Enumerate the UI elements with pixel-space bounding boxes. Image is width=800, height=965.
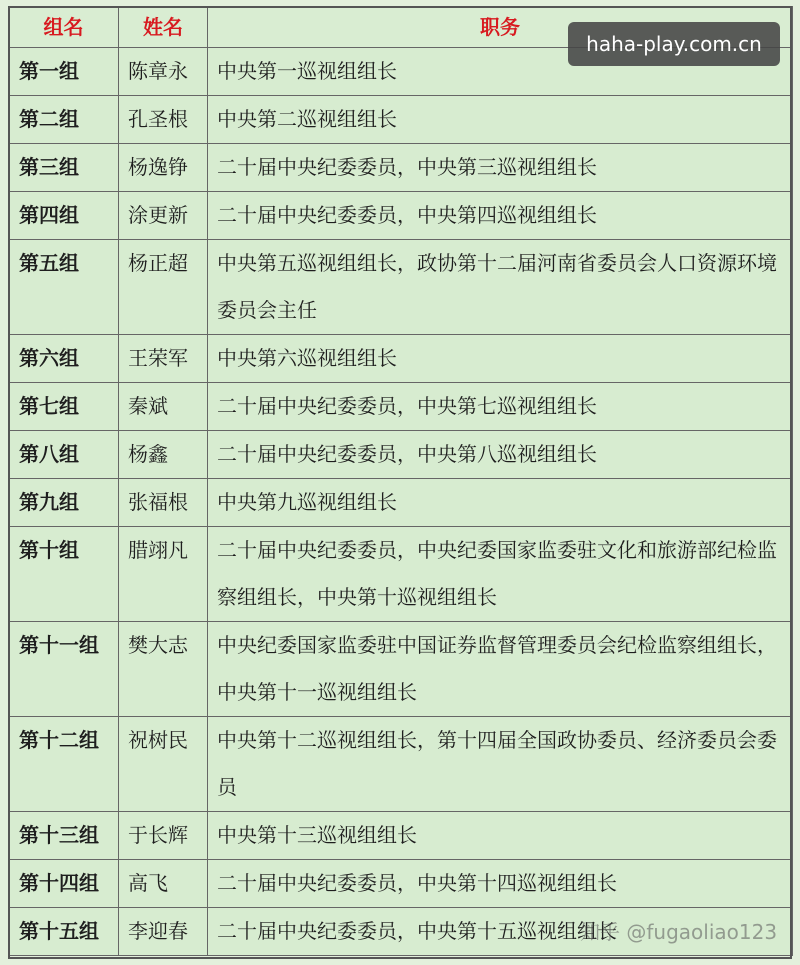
group-cell: 第二组: [9, 96, 119, 144]
name-cell: 腊翊凡: [119, 527, 208, 622]
name-cell: 杨正超: [119, 240, 208, 335]
duty-cell: 中央第十三巡视组组长: [208, 812, 793, 860]
name-cell: 涂更新: [119, 192, 208, 240]
duty-cell: 中央第五巡视组组长，政协第十二届河南省委员会人口资源环境委员会主任: [208, 240, 793, 335]
group-cell: 第一组: [9, 48, 119, 96]
group-cell: 第十一组: [9, 622, 119, 717]
group-cell: 第三组: [9, 144, 119, 192]
duty-cell: 中央第十二巡视组组长，第十四届全国政协委员、经济委员会委员: [208, 717, 793, 812]
name-cell: 陈章永: [119, 48, 208, 96]
duty-cell: 中央第六巡视组组长: [208, 335, 793, 383]
group-cell: 第十二组: [9, 717, 119, 812]
duty-cell: 中央纪委国家监委驻中国证券监督管理委员会纪检监察组组长，中央第十一巡视组组长: [208, 622, 793, 717]
duty-cell: 二十届中央纪委委员，中央第四巡视组组长: [208, 192, 793, 240]
group-cell: 第五组: [9, 240, 119, 335]
duty-cell: 二十届中央纪委委员，中央第八巡视组组长: [208, 431, 793, 479]
site-watermark: haha-play.com.cn: [568, 22, 780, 66]
duty-cell: 二十届中央纪委委员，中央第七巡视组组长: [208, 383, 793, 431]
group-cell: 第十三组: [9, 812, 119, 860]
duty-cell: 二十届中央纪委委员，中央第十四巡视组组长: [208, 860, 793, 908]
name-cell: 张福根: [119, 479, 208, 527]
group-cell: 第六组: [9, 335, 119, 383]
duty-cell: 二十届中央纪委委员，中央第十五巡视组组长: [208, 908, 793, 956]
duty-cell: 中央第二巡视组组长: [208, 96, 793, 144]
name-cell: 王荣军: [119, 335, 208, 383]
duty-cell: 中央第九巡视组组长: [208, 479, 793, 527]
duty-cell: 二十届中央纪委委员，中央第三巡视组组长: [208, 144, 793, 192]
group-cell: 第九组: [9, 479, 119, 527]
name-cell: 杨逸铮: [119, 144, 208, 192]
group-cell: 第四组: [9, 192, 119, 240]
name-cell: 樊大志: [119, 622, 208, 717]
name-cell: 李迎春: [119, 908, 208, 956]
name-cell: 于长辉: [119, 812, 208, 860]
group-cell: 第七组: [9, 383, 119, 431]
table-frame: [8, 6, 792, 959]
name-cell: 秦斌: [119, 383, 208, 431]
header-duty: 职务: [208, 7, 793, 48]
group-cell: 第十五组: [9, 908, 119, 956]
group-cell: 第八组: [9, 431, 119, 479]
name-cell: 孔圣根: [119, 96, 208, 144]
group-cell: 第十四组: [9, 860, 119, 908]
header-group: 组名: [9, 7, 119, 48]
name-cell: 杨鑫: [119, 431, 208, 479]
corner-watermark: 知乎 @fugaoliao123: [580, 920, 778, 944]
name-cell: 高飞: [119, 860, 208, 908]
duty-cell: 中央第一巡视组组长: [208, 48, 793, 96]
group-cell: 第十组: [9, 527, 119, 622]
duty-cell: 二十届中央纪委委员，中央纪委国家监委驻文化和旅游部纪检监察组组长，中央第十巡视组组长: [208, 527, 793, 622]
name-cell: 祝树民: [119, 717, 208, 812]
header-name: 姓名: [119, 7, 208, 48]
